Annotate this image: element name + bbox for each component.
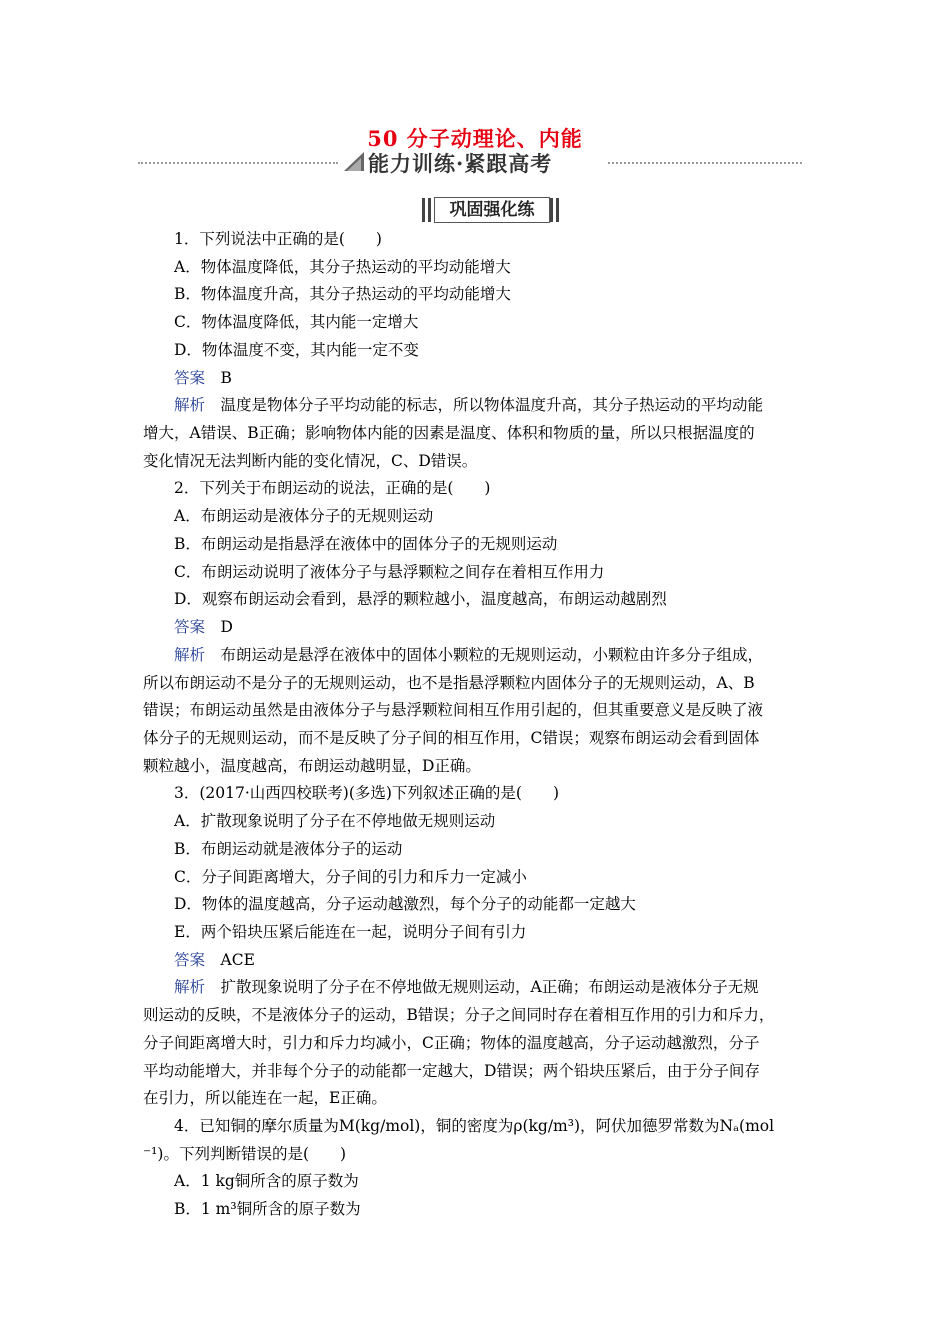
text-line <box>143 1005 774 1025</box>
line-label: 答案 <box>174 950 206 969</box>
line-text: B．布朗运动就是液体分子的运动 <box>174 839 403 858</box>
line-text: 1．下列说法中正确的是( ) <box>174 230 382 248</box>
line-text: E．两个铅块压紧后能连在一起，说明分子间有引力 <box>174 923 527 941</box>
line-text: D．物体温度不变，其内能一定不变 <box>174 340 419 359</box>
text-line <box>174 1116 774 1136</box>
text-line <box>174 1171 359 1191</box>
banner-text: 能力训练·紧跟高考 <box>368 151 553 176</box>
line-text: 温度是物体分子平均动能的标志，所以物体温度升高，其分子热运动的平均动能 <box>205 396 764 415</box>
banner-right-divider <box>608 162 802 164</box>
banner-left-divider <box>138 162 338 164</box>
text-line <box>174 894 636 914</box>
rising-bars-icon <box>343 150 365 172</box>
line-text: 分子间距离增大时，引力和斥力均减小，C正确；物体的温度越高，分子运动越激烈，分子 <box>143 1033 760 1052</box>
line-text: C．物体温度降低，其内能一定增大 <box>174 313 419 332</box>
line-label: 答案 <box>174 368 206 387</box>
line-text: 布朗运动是悬浮在液体中的固体小颗粒的无规则运动，小颗粒由许多分子组成， <box>205 645 764 664</box>
text-line <box>143 756 481 776</box>
text-line <box>174 340 419 360</box>
analysis-line <box>174 395 763 415</box>
line-text: 扩散现象说明了分子在不停地做无规则运动，A正确；布朗运动是液体分子无规 <box>205 978 759 997</box>
text-line <box>143 728 759 748</box>
text-line <box>174 867 527 887</box>
text-line <box>143 1033 759 1053</box>
line-text: 变化情况无法判断内能的变化情况，C、D错误。 <box>143 451 478 470</box>
text-line <box>174 284 511 304</box>
line-label: 解析 <box>174 645 206 664</box>
line-text: 平均动能增大，并非每个分子的动能都一定越大，D错误；两个铅块压紧后，由于分子间存 <box>143 1061 760 1080</box>
line-text: B．布朗运动是指悬浮在液体中的固体分子的无规则运动 <box>174 534 558 553</box>
line-text: D．观察布朗运动会看到，悬浮的颗粒越小，温度越高，布朗运动越剧烈 <box>174 590 667 609</box>
text-line <box>143 1144 346 1164</box>
page-title: 50 分子动理论、内能 <box>367 126 583 151</box>
line-text: A．扩散现象说明了分子在不停地做无规则运动 <box>174 812 496 831</box>
text-line <box>174 312 418 332</box>
text-line <box>174 811 495 831</box>
line-label: 解析 <box>174 978 206 997</box>
line-text: B．物体温度升高，其分子热运动的平均动能增大 <box>174 285 511 304</box>
text-line <box>174 783 559 803</box>
text-line <box>174 839 402 859</box>
analysis-line <box>174 977 759 997</box>
line-text: C．分子间距离增大，分子间的引力和斥力一定减小 <box>174 867 527 886</box>
text-line <box>143 700 763 720</box>
line-text: B <box>205 368 232 387</box>
answer-line <box>174 617 233 637</box>
line-text: D <box>205 618 233 637</box>
text-line <box>174 922 526 942</box>
line-text: 2．下列关于布朗运动的说法，正确的是( ) <box>174 479 491 498</box>
line-text: 在引力，所以能连在一起，E正确。 <box>143 1089 387 1108</box>
line-text: 增大，A错误、B正确；影响物体内能的因素是温度、体积和物质的量，所以只根据温度的 <box>143 424 755 443</box>
text-line <box>174 589 667 609</box>
text-line <box>143 451 477 471</box>
line-label: 答案 <box>174 618 206 637</box>
text-line <box>143 423 755 443</box>
line-text: 错误；布朗运动虽然是由液体分子与悬浮颗粒间相互作用引起的，但其重要意义是反映了液 <box>143 701 764 720</box>
text-line <box>143 673 755 693</box>
text-line <box>174 229 382 249</box>
text-line <box>174 478 490 498</box>
line-text: 所以布朗运动不是分子的无规则运动，也不是指悬浮颗粒内固体分子的无规则运动，A、B <box>143 673 755 692</box>
line-text: 体分子的无规则运动，而不是反映了分子间的相互作用，C错误；观察布朗运动会看到固体 <box>143 728 760 747</box>
text-line <box>174 506 433 526</box>
answer-line <box>174 950 255 970</box>
line-text: ACE <box>205 950 255 969</box>
line-label: 解析 <box>174 396 206 415</box>
line-text: 则运动的反映，不是液体分子的运动，B错误；分子之间同时存在着相互作用的引力和斥力， <box>143 1006 775 1025</box>
text-line <box>143 1061 760 1081</box>
line-text: 4．已知铜的摩尔质量为M(kg/mol)，铜的密度为ρ(kg/m³)，阿伏加德罗常数为Nₐ(mol <box>174 1117 775 1136</box>
section-title: 巩固强化练 <box>434 197 550 223</box>
line-text: 颗粒越小，温度越高，布朗运动越明显，D正确。 <box>143 756 481 775</box>
line-text: A．1 kg铜所含的原子数为 <box>174 1172 359 1191</box>
line-text: ⁻¹)。下列判断错误的是( ) <box>143 1144 347 1163</box>
text-line <box>143 1088 387 1108</box>
banner <box>138 148 802 176</box>
line-text: D．物体的温度越高，分子运动越激烈，每个分子的动能都一定越大 <box>174 895 636 914</box>
line-text: 3．(2017·山西四校联考)(多选)下列叙述正确的是( ) <box>174 784 560 803</box>
line-text: C．布朗运动说明了液体分子与悬浮颗粒之间存在着相互作用力 <box>174 562 605 581</box>
line-text: B．1 m³铜所含的原子数为 <box>174 1200 361 1219</box>
answer-line <box>174 368 232 388</box>
text-line <box>174 562 604 582</box>
line-text: A．布朗运动是液体分子的无规则运动 <box>174 507 434 526</box>
analysis-line <box>174 645 763 665</box>
text-line <box>174 257 511 277</box>
text-line <box>174 1199 361 1219</box>
text-line <box>174 534 557 554</box>
line-text: A．物体温度降低，其分子热运动的平均动能增大 <box>174 257 511 276</box>
